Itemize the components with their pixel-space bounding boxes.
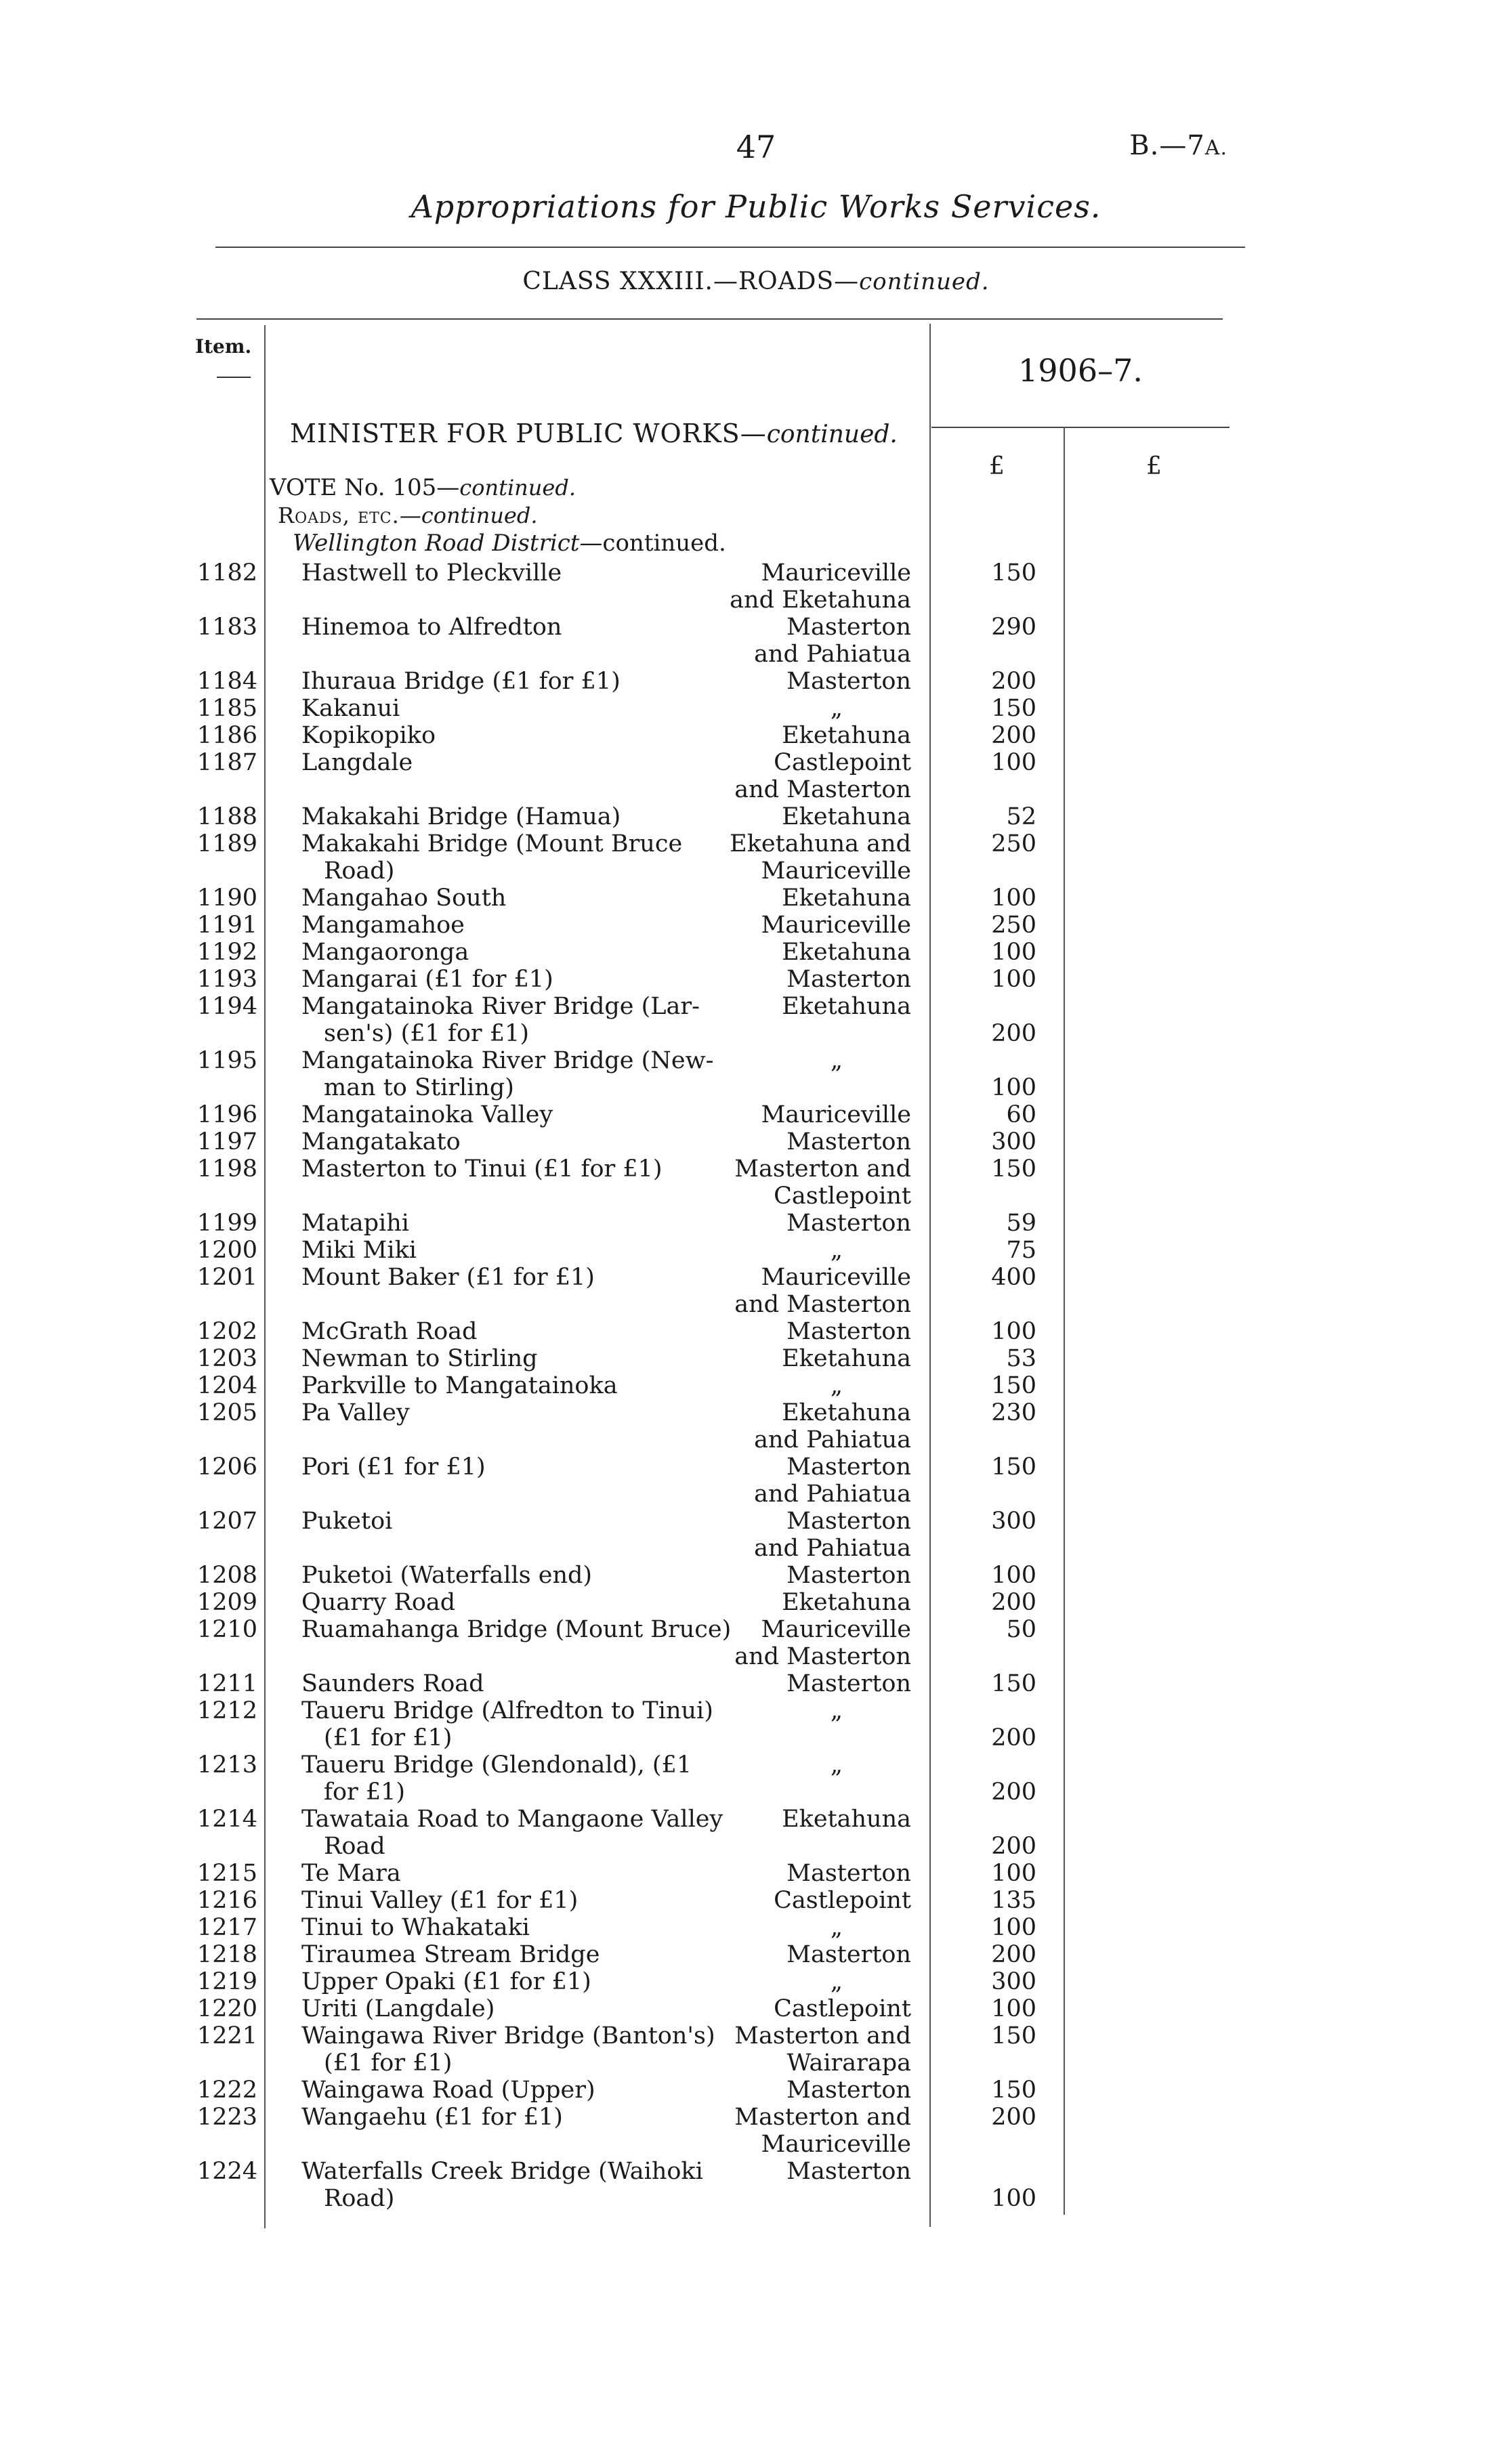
item-number: 1193 (196, 966, 257, 993)
item-row (0, 2158, 1512, 2212)
item-row (0, 1616, 1512, 1670)
minister-heading-continued: continued. (766, 421, 898, 448)
item-row (0, 1751, 1512, 1806)
item-name: Quarry Road (301, 1589, 456, 1616)
item-amount: 150 (991, 2022, 1036, 2049)
item-electorate: Castlepoint (774, 1995, 911, 2022)
item-name: Road) (324, 857, 395, 885)
item-electorate: Eketahuna (782, 939, 911, 966)
item-number: 1213 (196, 1751, 257, 1779)
item-electorate: Masterton (786, 1453, 911, 1481)
item-amount: 300 (991, 1508, 1036, 1535)
item-electorate: and Masterton (734, 1643, 911, 1670)
item-amount: 60 (1006, 1101, 1036, 1128)
item-electorate: „ (830, 1751, 843, 1779)
item-amount: 100 (991, 1995, 1036, 2022)
item-name: Puketoi (Waterfalls end) (301, 1562, 593, 1589)
item-row (0, 1155, 1512, 1210)
item-row (0, 1562, 1512, 1589)
item-number: 1187 (196, 749, 257, 776)
item-number: 1198 (196, 1155, 257, 1183)
item-number: 1223 (196, 2104, 257, 2131)
item-amount: 300 (991, 1968, 1036, 1995)
item-name: Mangatakato (301, 1128, 461, 1155)
item-electorate: „ (830, 1914, 843, 1941)
item-number: 1206 (196, 1453, 257, 1481)
item-number: 1215 (196, 1860, 257, 1887)
item-number: 1182 (196, 559, 257, 587)
item-amount: 150 (991, 1453, 1036, 1481)
vote-heading-main: VOTE No. 105— (270, 474, 460, 501)
item-amount: 100 (991, 1318, 1036, 1345)
item-number: 1204 (196, 1372, 257, 1399)
item-number: 1186 (196, 722, 257, 749)
item-name: Puketoi (301, 1508, 393, 1535)
item-electorate: Masterton (786, 2077, 911, 2104)
item-name: Tawataia Road to Mangaone Valley (301, 1806, 723, 1833)
item-row (0, 614, 1512, 668)
page-number: 47 (736, 129, 776, 165)
item-row (0, 1264, 1512, 1318)
item-column-header: Item. (195, 335, 252, 358)
item-name: Road) (324, 2185, 395, 2212)
item-name: Tiraumea Stream Bridge (301, 1941, 600, 1968)
item-name: Waterfalls Creek Bridge (Waihoki (301, 2158, 703, 2185)
item-row (0, 1887, 1512, 1914)
item-amount: 75 (1006, 1237, 1036, 1264)
item-electorate: Masterton (786, 1318, 911, 1345)
item-electorate: Mauriceville (761, 1101, 911, 1128)
item-name: Mount Baker (£1 for £1) (301, 1264, 595, 1291)
item-row (0, 1670, 1512, 1697)
item-number: 1222 (196, 2077, 257, 2104)
item-number: 1220 (196, 1995, 257, 2022)
pound-column-1-header: £ (989, 452, 1005, 480)
item-row (0, 939, 1512, 966)
item-electorate: Eketahuna and (730, 830, 911, 857)
item-electorate: Castlepoint (774, 749, 911, 776)
item-name: Mangamahoe (301, 912, 465, 939)
item-row (0, 1453, 1512, 1508)
item-row (0, 1589, 1512, 1616)
item-amount: 200 (991, 1020, 1036, 1047)
item-name: Langdale (301, 749, 413, 776)
item-row (0, 722, 1512, 749)
item-amount: 100 (991, 885, 1036, 912)
minister-heading-main: MINISTER FOR PUBLIC WORKS— (290, 419, 767, 448)
item-electorate: Eketahuna (782, 1589, 911, 1616)
item-amount: 150 (991, 2077, 1036, 2104)
item-name: sen's) (£1 for £1) (324, 1020, 529, 1047)
item-amount: 150 (991, 1155, 1036, 1183)
item-row (0, 749, 1512, 803)
roads-heading-continued: —continued. (399, 503, 538, 528)
item-name: Waingawa River Bridge (Banton's) (301, 2022, 715, 2049)
item-name: Masterton to Tinui (£1 for £1) (301, 1155, 663, 1183)
item-number: 1221 (196, 2022, 257, 2049)
item-amount: 200 (991, 1724, 1036, 1751)
item-electorate: Castlepoint (774, 1183, 911, 1210)
item-name: Parkville to Mangatainoka (301, 1372, 618, 1399)
item-row (0, 1508, 1512, 1562)
item-amount: 150 (991, 695, 1036, 722)
item-number: 1210 (196, 1616, 257, 1643)
item-electorate: Masterton (786, 1562, 911, 1589)
item-electorate: „ (830, 1697, 843, 1724)
item-name: Wangaehu (£1 for £1) (301, 2104, 563, 2131)
item-number: 1202 (196, 1318, 257, 1345)
item-name: Mangaoronga (301, 939, 469, 966)
item-amount: 200 (991, 1833, 1036, 1860)
item-amount: 100 (991, 1914, 1036, 1941)
item-number: 1185 (196, 695, 257, 722)
item-row (0, 830, 1512, 885)
item-row (0, 1047, 1512, 1101)
item-electorate: Mauriceville (761, 1264, 911, 1291)
item-amount: 200 (991, 668, 1036, 695)
item-row (0, 885, 1512, 912)
item-electorate: and Masterton (734, 776, 911, 803)
item-number: 1201 (196, 1264, 257, 1291)
item-number: 1203 (196, 1345, 257, 1372)
item-number: 1207 (196, 1508, 257, 1535)
item-name: man to Stirling) (324, 1074, 514, 1101)
item-number: 1183 (196, 614, 257, 641)
item-row (0, 966, 1512, 993)
item-name: Makakahi Bridge (Mount Bruce (301, 830, 683, 857)
item-row (0, 1697, 1512, 1751)
item-amount: 100 (991, 1860, 1036, 1887)
item-number: 1191 (196, 912, 257, 939)
item-number: 1208 (196, 1562, 257, 1589)
item-amount: 150 (991, 559, 1036, 587)
item-amount: 100 (991, 749, 1036, 776)
item-name: Makakahi Bridge (Hamua) (301, 803, 621, 830)
item-electorate: „ (830, 1372, 843, 1399)
item-name: Mangahao South (301, 885, 507, 912)
item-number: 1196 (196, 1101, 257, 1128)
item-name: Kakanui (301, 695, 400, 722)
item-number: 1199 (196, 1210, 257, 1237)
item-amount: 135 (991, 1887, 1036, 1914)
item-electorate: and Eketahuna (730, 587, 911, 614)
item-electorate: Eketahuna (782, 885, 911, 912)
item-row (0, 2077, 1512, 2104)
item-name: McGrath Road (301, 1318, 478, 1345)
item-row (0, 1345, 1512, 1372)
item-electorate: Masterton (786, 1941, 911, 1968)
item-name: Uriti (Langdale) (301, 1995, 495, 2022)
item-number: 1189 (196, 830, 257, 857)
item-amount: 230 (991, 1399, 1036, 1426)
item-row (0, 1128, 1512, 1155)
item-electorate: Mauriceville (761, 559, 911, 587)
item-number: 1197 (196, 1128, 257, 1155)
item-row (0, 1995, 1512, 2022)
item-electorate: Wairarapa (786, 2049, 911, 2077)
item-electorate: Mauriceville (761, 912, 911, 939)
item-amount: 50 (1006, 1616, 1036, 1643)
item-amount: 200 (991, 1941, 1036, 1968)
item-amount: 100 (991, 966, 1036, 993)
item-name: Upper Opaki (£1 for £1) (301, 1968, 591, 1995)
item-electorate: Masterton (786, 2158, 911, 2185)
item-row (0, 1372, 1512, 1399)
item-amount: 200 (991, 1779, 1036, 1806)
item-amount: 150 (991, 1372, 1036, 1399)
item-amount: 100 (991, 1074, 1036, 1101)
item-electorate: Eketahuna (782, 1806, 911, 1833)
item-name: Ruamahanga Bridge (Mount Bruce) (301, 1616, 732, 1643)
item-number: 1211 (196, 1670, 257, 1697)
item-electorate: and Pahiatua (754, 1426, 911, 1453)
item-name: Taueru Bridge (Alfredton to Tinui) (301, 1697, 713, 1724)
item-electorate: Masterton and (734, 2022, 911, 2049)
year-column-header: 1906–7. (1018, 352, 1143, 389)
item-row (0, 1237, 1512, 1264)
item-row (0, 1318, 1512, 1345)
item-name: Hastwell to Pleckville (301, 559, 562, 587)
vote-heading-continued: continued. (459, 475, 576, 501)
item-row (0, 559, 1512, 614)
item-row (0, 1968, 1512, 1995)
item-electorate: and Pahiatua (754, 1481, 911, 1508)
item-number: 1184 (196, 668, 257, 695)
item-electorate: Masterton (786, 668, 911, 695)
item-name: (£1 for £1) (324, 1724, 453, 1751)
item-row (0, 1399, 1512, 1453)
item-name: Hinemoa to Alfredton (301, 614, 562, 641)
item-electorate: Eketahuna (782, 1399, 911, 1426)
item-name: Saunders Road (301, 1670, 484, 1697)
item-row (0, 1860, 1512, 1887)
item-electorate: „ (830, 1237, 843, 1264)
item-number: 1217 (196, 1914, 257, 1941)
item-number: 1190 (196, 885, 257, 912)
item-electorate: and Masterton (734, 1291, 911, 1318)
item-electorate: Eketahuna (782, 722, 911, 749)
item-electorate: and Pahiatua (754, 1535, 911, 1562)
item-name: Mangatainoka River Bridge (Lar- (301, 993, 700, 1020)
item-electorate: Masterton (786, 1128, 911, 1155)
pound-column-2-header: £ (1146, 452, 1162, 480)
item-amount: 250 (991, 912, 1036, 939)
item-number: 1194 (196, 993, 257, 1020)
item-row (0, 803, 1512, 830)
item-amount: 200 (991, 722, 1036, 749)
item-name: (£1 for £1) (324, 2049, 453, 2077)
item-amount: 53 (1006, 1345, 1036, 1372)
item-electorate: Masterton and (734, 2104, 911, 2131)
page-title: Appropriations for Public Works Services. (411, 188, 1101, 225)
item-amount: 59 (1006, 1210, 1036, 1237)
document-reference-main: B.—7 (1129, 130, 1205, 161)
item-electorate: Masterton (786, 966, 911, 993)
item-number: 1219 (196, 1968, 257, 1995)
item-electorate: Masterton (786, 1508, 911, 1535)
item-name: Matapihi (301, 1210, 409, 1237)
item-number: 1200 (196, 1237, 257, 1264)
item-electorate: Masterton and (734, 1155, 911, 1183)
item-row (0, 912, 1512, 939)
item-number: 1192 (196, 939, 257, 966)
class-heading-continued: continued. (859, 268, 990, 295)
item-name: Newman to Stirling (301, 1345, 538, 1372)
item-amount: 300 (991, 1128, 1036, 1155)
item-amount: 250 (991, 830, 1036, 857)
item-electorate: Mauriceville (761, 857, 911, 885)
item-amount: 100 (991, 2185, 1036, 2212)
item-row (0, 1941, 1512, 1968)
item-name: Road (324, 1833, 385, 1860)
item-amount: 400 (991, 1264, 1036, 1291)
item-number: 1205 (196, 1399, 257, 1426)
item-name: Tinui Valley (£1 for £1) (301, 1887, 579, 1914)
item-row (0, 1914, 1512, 1941)
item-row (0, 1101, 1512, 1128)
item-number: 1188 (196, 803, 257, 830)
item-amount: 150 (991, 1670, 1036, 1697)
item-row (0, 695, 1512, 722)
item-number: 1218 (196, 1941, 257, 1968)
document-reference-suffix: A. (1204, 136, 1227, 160)
item-electorate: Masterton (786, 614, 911, 641)
item-row (0, 2104, 1512, 2158)
item-amount: 200 (991, 2104, 1036, 2131)
item-number: 1209 (196, 1589, 257, 1616)
item-name: Miki Miki (301, 1237, 417, 1264)
item-name: Mangatainoka River Bridge (New- (301, 1047, 714, 1074)
item-electorate: Masterton (786, 1670, 911, 1697)
item-name: for £1) (324, 1779, 406, 1806)
item-electorate: Eketahuna (782, 803, 911, 830)
item-number: 1214 (196, 1806, 257, 1833)
item-number: 1212 (196, 1697, 257, 1724)
item-name: Mangarai (£1 for £1) (301, 966, 553, 993)
item-electorate: Mauriceville (761, 1616, 911, 1643)
item-electorate: Eketahuna (782, 993, 911, 1020)
item-electorate: „ (830, 1968, 843, 1995)
item-amount: 200 (991, 1589, 1036, 1616)
item-row (0, 668, 1512, 695)
item-amount: 100 (991, 939, 1036, 966)
item-name: Mangatainoka Valley (301, 1101, 553, 1128)
item-row (0, 1210, 1512, 1237)
roads-heading-main: Roads, etc. (278, 503, 400, 528)
item-amount: 100 (991, 1562, 1036, 1589)
item-row (0, 993, 1512, 1047)
district-heading-continued: —continued. (579, 530, 726, 557)
class-heading-main: CLASS XXXIII.—ROADS— (522, 268, 860, 295)
item-name: Tinui to Whakataki (301, 1914, 530, 1941)
item-name: Te Mara (301, 1860, 401, 1887)
item-electorate: Eketahuna (782, 1345, 911, 1372)
item-electorate: Masterton (786, 1860, 911, 1887)
item-number: 1195 (196, 1047, 257, 1074)
item-electorate: Mauriceville (761, 2131, 911, 2158)
item-electorate: „ (830, 695, 843, 722)
item-row (0, 2022, 1512, 2077)
item-electorate: Castlepoint (774, 1887, 911, 1914)
item-name: Waingawa Road (Upper) (301, 2077, 595, 2104)
district-heading-main: Wellington Road District (293, 530, 580, 557)
item-name: Pori (£1 for £1) (301, 1453, 486, 1481)
item-name: Pa Valley (301, 1399, 410, 1426)
item-amount: 290 (991, 614, 1036, 641)
item-electorate: and Pahiatua (754, 641, 911, 668)
item-electorate: „ (830, 1047, 843, 1074)
item-name: Kopikopiko (301, 722, 436, 749)
item-amount: 52 (1006, 803, 1036, 830)
item-number: 1216 (196, 1887, 257, 1914)
item-name: Taueru Bridge (Glendonald), (£1 (301, 1751, 692, 1779)
item-number: 1224 (196, 2158, 257, 2185)
item-row (0, 1806, 1512, 1860)
item-electorate: Masterton (786, 1210, 911, 1237)
item-name: Ihuraua Bridge (£1 for £1) (301, 668, 621, 695)
